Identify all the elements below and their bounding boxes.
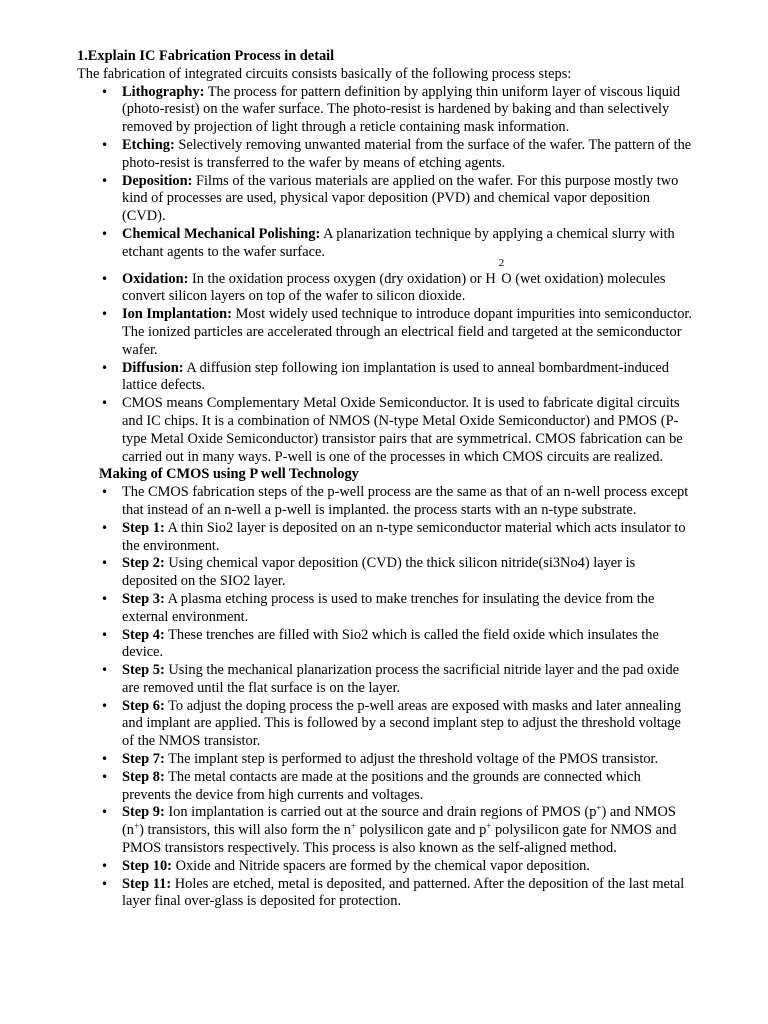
term-label: Deposition: [122,172,193,189]
list-item-step-2 [77,555,692,591]
bullet-icon: • [101,173,109,188]
term-description-cont: O (wet oxidation) molecules convert silicon layers on top of the wafer to silicon dioxide. [122,270,666,305]
step-label: Step 7: [122,751,165,768]
term-description: In the oxidation process oxygen (dry oxidation) or H [188,270,496,287]
bullet-icon: • [101,805,109,820]
bullet-icon: • [101,698,109,713]
step-description: A plasma etching process is used to make trenches for insulating the device from the external environment. [122,590,655,625]
list-item-etching [77,137,692,173]
term-label: Oxidation: [122,270,189,287]
step-description: Holes are etched, metal is deposited, and patterned. After the deposition of the last metal layer final over-glass is deposited for protection. [122,875,685,910]
step-description: The implant step is performed to adjust the threshold voltage of the PMOS transistor. [164,751,659,768]
list-item-step-4 [77,627,692,663]
cmos-paragraph: CMOS means Complementary Metal Oxide Semiconductor. It is used to fabricate digital circuits and IC chips. It is a combination of NMOS (N-type Metal Oxide Semiconductor) and PMOS (P-type Metal Oxide Semiconductor) transistor pairs that are symmetrical. CMOS fabrication can be carried out in many ways. P-well is one of the processes in which CMOS circuits are realized. [122,395,683,465]
step-description-cont: ) transistors, this will also form the n [139,822,351,839]
term-description: Selectively removing unwanted material from the surface of the wafer. The pattern of the photo-resist is transferred to the wafer by means of etching agents. [122,136,692,171]
term-description: Most widely used technique to introduce dopant impurities into semiconductor. The ionized particles are accelerated through an electrical field and targeted at the semiconductor wafer. [122,306,692,358]
term-label: Chemical Mechanical Polishing: [122,225,321,242]
list-item-step-5 [77,662,692,698]
step-description: A thin Sio2 layer is deposited on an n-type semiconductor material which acts insulator to the environment. [122,519,686,554]
term-description: A planarization technique by applying a chemical slurry with etchant agents to the wafer surface. [122,225,675,260]
step-label: Step 9: [122,804,165,821]
list-item-step-8 [77,769,692,805]
superscript-plus: + [134,821,140,832]
step-description: Using chemical vapor deposition (CVD) the thick silicon nitride(si3No4) layer is deposited on the SIO2 layer. [122,555,636,590]
list-item-step-10 [77,858,692,876]
step-description-cont: polysilicon gate for NMOS and PMOS transistors respectively. This process is also known as the self-aligned method. [122,822,677,857]
document-body [77,48,692,911]
step-label: Step 10: [122,857,172,874]
superscript-plus: + [596,803,602,814]
step-label: Step 5: [122,662,165,679]
step-description: Ion implantation is carried out at the source and drain regions of PMOS (p [164,804,597,821]
list-item-cmp [77,226,692,262]
step-description: These trenches are filled with Sio2 which is called the field oxide which insulates the device. [122,626,659,661]
process-steps-list [77,84,692,467]
step-description: Using the mechanical planarization process the sacrificial nitride layer and the pad oxide are removed until the flat surface is on the layer. [122,662,680,696]
bullet-icon: • [101,752,109,767]
list-item-step-1 [77,520,692,556]
term-label: Diffusion: [122,359,184,376]
intro-paragraph: The fabrication of integrated circuits consists basically of the following process steps: [77,65,572,82]
bullet-icon: • [101,556,109,571]
superscript-plus: + [486,821,492,832]
step-description: To adjust the doping process the p-well areas are exposed with masks and later annealing and implant are applied. This is followed by a second implant step to adjust the threshold voltage of the NMOS transistor. [122,697,682,750]
list-item-deposition [77,173,692,226]
bullet-icon: • [101,591,109,606]
term-description: A diffusion step following ion implantation is used to anneal bombardment-induced lattice defects. [122,359,669,394]
bullet-icon: • [101,520,109,535]
bullet-icon: • [101,360,109,375]
section-heading: Making of CMOS using P well Technology [99,466,359,483]
bullet-icon: • [101,485,109,500]
bullet-icon: • [101,876,109,891]
step-label: Step 6: [122,697,165,714]
bullet-icon: • [101,307,109,322]
term-label: Ion Implantation: [122,306,232,323]
bullet-icon: • [101,769,109,784]
bullet-icon: • [101,663,109,678]
list-item-ion-implantation [77,306,692,359]
step-description-cont: polysilicon gate and p [356,822,487,839]
list-item-cmos-definition [77,395,692,466]
list-item-step-6 [77,698,692,751]
bullet-icon: • [101,271,109,286]
pwell-intro: The CMOS fabrication steps of the p-well process are the same as that of an n-well process except that instead of an n-well a p-well is implanted. the process starts with an n-type substrate. [122,484,689,518]
step-label: Step 4: [122,626,165,643]
list-item-diffusion [77,360,692,396]
bullet-icon: • [101,137,109,152]
list-item-step-7 [77,751,692,769]
term-description: The process for pattern definition by applying thin uniform layer of viscous liquid (photo-resist) on the wafer surface. The photo-resist is hardened by baking and than selectively removed by projection of light through a reticle containing mask information. [122,83,681,136]
step-label: Step 2: [122,555,165,572]
step-description: The metal contacts are made at the positions and the grounds are connected which prevents the device from high currents and voltages. [122,768,641,803]
bullet-icon: • [101,396,109,411]
list-item-lithography [77,84,692,137]
pwell-steps-list [77,484,692,911]
step-description: Oxide and Nitride spacers are formed by the chemical vapor deposition. [171,857,590,874]
list-item-step-11 [77,876,692,912]
bullet-icon: • [101,226,109,241]
step-label: Step 3: [122,590,165,607]
list-item-step-9 [77,804,692,857]
step-label: Step 8: [122,768,165,785]
list-item-oxidation [77,256,692,307]
term-description: Films of the various materials are applied on the wafer. For this purpose mostly two kind of processes are used, physical vapor deposition (PVD) and chemical vapor deposition (CVD). [122,172,679,225]
list-item-step-3 [77,591,692,627]
bullet-icon: • [101,84,109,99]
list-item-pwell-intro [77,484,692,520]
term-label: Lithography: [122,83,205,100]
term-label: Etching: [122,136,175,153]
page-title: 1.Explain IC Fabrication Process in detail [77,48,335,64]
step-label: Step 11: [122,875,172,892]
bullet-icon: • [101,627,109,642]
subscript-two: 2 [498,256,505,269]
bullet-icon: • [101,858,109,873]
superscript-plus: + [350,821,356,832]
step-label: Step 1: [122,519,165,536]
step-description-cont: ) and NMOS (n [122,804,676,839]
